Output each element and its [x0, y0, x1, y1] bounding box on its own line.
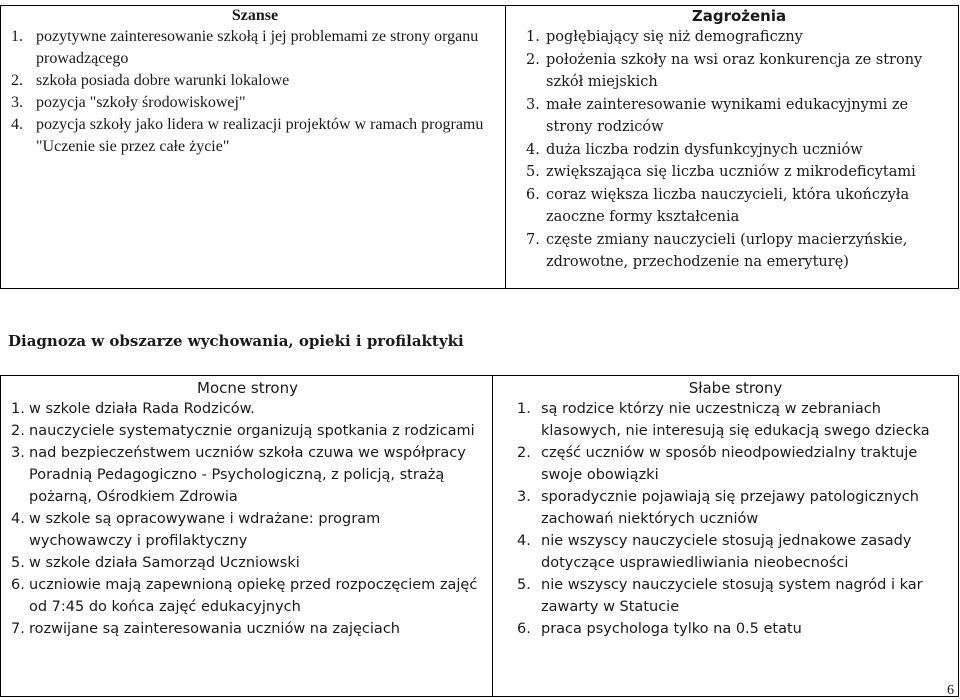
item-text: praca psychologa tylko na 0.5 etatu: [541, 621, 802, 637]
item-number: 2.: [526, 51, 540, 68]
item-text: coraz większa liczba nauczycieli, która ukończyła zaoczne formy kształcenia: [546, 186, 910, 225]
item-text: nie wszyscy nauczyciele stosują system nagród i kar zawarty w Statucie: [541, 577, 923, 615]
item-number: 1.: [11, 401, 25, 417]
item-text: w szkole są opracowywane i wdrażane: program wychowawczy i profilaktyczny: [29, 511, 381, 549]
list-item: [11, 618, 484, 640]
list-item: [517, 486, 954, 530]
szanse-title: Szanse: [231, 7, 279, 24]
item-number: 1.: [11, 28, 23, 45]
list-item: [11, 92, 499, 114]
item-text: nauczyciele systematycznie organizują spotkania z rodzicami: [29, 423, 475, 439]
item-number: 1.: [526, 29, 540, 45]
item-text: małe zainteresowanie wynikami edukacyjnymi ze strony rodziców: [546, 96, 909, 135]
item-text: nad bezpieczeństwem uczniów szkoła czuwa we współpracy Poradnią Pedagogiczno - Psychologiczną, z policją, strażą pożarną, Ośrodkiem Zdrowia: [29, 445, 466, 505]
szanse-cell: [1, 6, 506, 289]
list-item: [11, 114, 499, 158]
slabe-title: Słabe strony: [688, 379, 783, 397]
zagrozenia-list: [526, 26, 952, 274]
item-number: 4.: [526, 141, 540, 158]
list-item: [517, 574, 954, 618]
slabe-cell: [493, 376, 959, 697]
list-item: [11, 442, 484, 508]
list-item: [526, 139, 952, 162]
list-item: [517, 442, 954, 486]
item-text: pozycja "szkoły środowiskowej": [36, 94, 246, 111]
list-item: [517, 618, 954, 640]
mocne-list: [11, 398, 484, 640]
item-text: w szkole działa Samorząd Uczniowski: [29, 555, 300, 571]
list-item: [526, 229, 952, 274]
list-item: [11, 552, 484, 574]
item-text: w szkole działa Rada Rodziców.: [29, 401, 255, 417]
list-item: [517, 530, 954, 574]
item-number: 1.: [517, 401, 531, 417]
item-number: 3.: [517, 489, 531, 505]
page-number: 6: [947, 683, 954, 698]
item-text: są rodzice którzy nie uczestniczą w zebraniach klasowych, nie interesują się edukacją swego dziecka: [541, 401, 930, 439]
item-text: uczniowie mają zapewnioną opiekę przed rozpoczęciem zajęć od 7:45 do końca zajęć edukacyjnych: [29, 577, 478, 615]
list-item: [517, 398, 954, 442]
item-number: 7.: [526, 231, 540, 248]
list-item: [11, 70, 499, 92]
slabe-list: [517, 398, 954, 640]
item-number: 4.: [517, 533, 531, 549]
list-item: [526, 49, 952, 94]
list-item: [526, 161, 952, 184]
list-item: [526, 184, 952, 229]
item-text: położenia szkoły na wsi oraz konkurencja ze strony szkół miejskich: [546, 51, 923, 90]
list-item: [11, 508, 484, 552]
item-number: 5.: [11, 555, 25, 571]
list-item: [11, 574, 484, 618]
item-number: 3.: [526, 96, 540, 113]
item-text: część uczniów w sposób nieodpowiedzialny traktuje swoje obowiązki: [541, 445, 918, 483]
item-number: 6.: [517, 621, 531, 637]
item-text: sporadycznie pojawiają się przejawy patologicznych zachowań niektórych uczniów: [541, 489, 919, 527]
zagrozenia-title: Zagrożenia: [691, 7, 787, 25]
list-item: [11, 420, 484, 442]
swot-table: [0, 5, 959, 289]
item-number: 5.: [517, 577, 531, 593]
list-item: [11, 398, 484, 420]
item-text: pogłębiający się niż demograficzny: [546, 29, 803, 45]
list-item: [526, 94, 952, 139]
item-number: 4.: [11, 511, 25, 527]
mocne-cell: [1, 376, 493, 697]
item-number: 3.: [11, 445, 25, 461]
item-number: 3.: [11, 94, 23, 111]
item-text: pozytywne zainteresowanie szkołą i jej problemami ze strony organu prowadzącego: [36, 28, 479, 67]
item-text: pozycja szkoły jako lidera w realizacji projektów w ramach programu "Uczenie sie przez całe życie": [36, 116, 484, 155]
item-number: 5.: [526, 164, 540, 180]
item-number: 4.: [11, 116, 23, 133]
item-text: szkoła posiada dobre warunki lokalowe: [36, 72, 290, 89]
diagnoza-table: [0, 375, 959, 697]
mocne-title: Mocne strony: [197, 379, 298, 397]
item-text: duża liczba rodzin dysfunkcyjnych uczniów: [546, 141, 863, 158]
item-text: częste zmiany nauczycieli (urlopy macierzyńskie, zdrowotne, przechodzenie na emeryturę): [546, 231, 908, 270]
list-item: [526, 26, 952, 49]
item-number: 2.: [11, 423, 25, 439]
section-heading: Diagnoza w obszarze wychowania, opieki i profilaktyki: [8, 332, 464, 350]
item-number: 2.: [517, 445, 531, 461]
item-text: zwiększająca się liczba uczniów z mikrodeficytami: [546, 164, 916, 180]
zagrozenia-cell: [506, 6, 959, 289]
item-number: 2.: [11, 72, 23, 89]
szanse-list: [11, 26, 499, 158]
item-number: 7.: [11, 621, 25, 637]
item-number: 6.: [11, 577, 25, 593]
item-text: nie wszyscy nauczyciele stosują jednakowe zasady dotyczące usprawiedliwiania nieobecności: [541, 533, 912, 571]
item-number: 6.: [526, 186, 540, 203]
list-item: [11, 26, 499, 70]
item-text: rozwijane są zainteresowania uczniów na zajęciach: [29, 621, 400, 637]
